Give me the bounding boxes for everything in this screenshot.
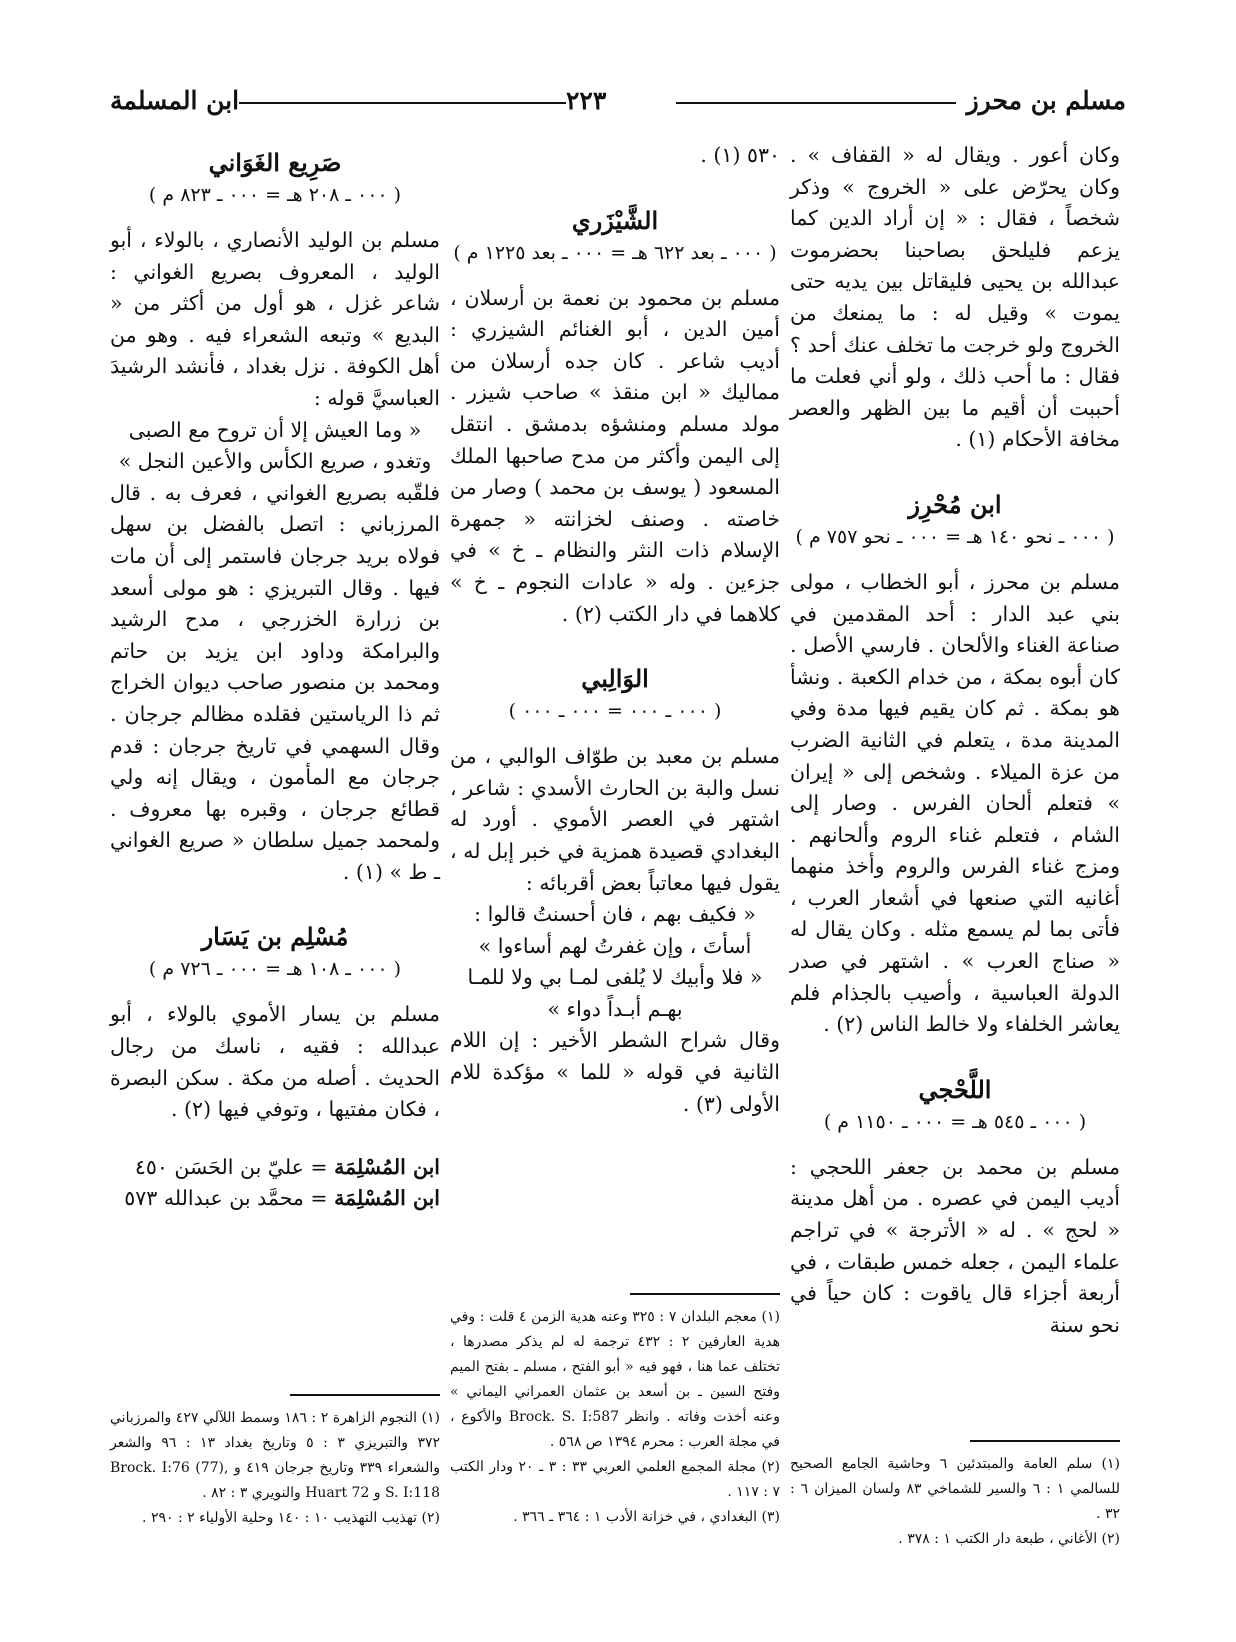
entry-body: مسلم بن يسار الأموي بالولاء ، أبو عبدالله : فقيه ، ناسك من رجال الحديث . أصله من مكة . سكن البصرة ، فكان مفتيها ، وتوفي فيها (٢) . bbox=[110, 1002, 440, 1122]
footnote-rule bbox=[970, 1440, 1120, 1442]
entry-dates: ( ٠٠٠ ـ ٥٤٥ هـ = ٠٠٠ ـ ١١٥٠ م ) bbox=[823, 1110, 1087, 1133]
entry-body-cont: فلقّبه بصريع الغواني ، فعرف به . قال المرزباني : اتصل بالفضل بن سهل فولاه بريد جرجان فاستمر إلى أن مات فيها . وقال التبريزي : هو مولى أسعد بن زرارة الخزرجي ، مدح الرشيد والبرامكة وداود ابن يزيد بن حاتم ومحمد بن منصور صاحب ديوان الخراج ثم ذا الرياستين فقلده مظالم جرجان . وقال السهمي في تاريخ جرجان : قدم جرجان مع المأمون ، ويقال إنه ولي قطائع جرجان ، وقبره بها معروف . ولمحمد جميل سلطان « صريع الغواني ـ ط » (١) . bbox=[110, 480, 440, 884]
entry-title: اللَّحْجي bbox=[918, 1074, 992, 1104]
verse-line: « فكيف بهم ، فان أحسنتُ قالوا : أسأتَ ، وإن غفرتُ لهم أساءوا » bbox=[474, 902, 756, 958]
entry-body: مسلم بن محرز ، أبو الخطاب ، مولى بني عبد الدار : أحد المقدمين في صناعة الغناء والألحان . فارسي الأصل . كان أبوه بمكة ، من خدام الكعبة . ونشأ هو بمكة . ثم كان يقيم فيها مدة وفي المدينة مدة ، يتعلم في الثانية الضرب من عزة الميلاء . وشخص إلى « إيران » فتعلم ألحان الفرس . وصار إلى الشام ، فتعلم غناء الروم وألحانهم . ومزج غناء الفرس والروم وأخذ منهما أغانيه التي صنعها في أشعار العرب ، فأتى بما لم يسمع مثله . وكان يقال له « صناج العرب » . اشتهر في صدر الدولة العباسية ، وأصيب بالجذام فلم يعاشر الخلفاء ولا خالط الناس (٢) . bbox=[790, 569, 1120, 1037]
cross-reference bbox=[110, 1183, 440, 1215]
footnote: (٢) الأغاني ، طبعة دار الكتب ١ : ٣٧٨ . bbox=[898, 1531, 1120, 1547]
footnote: (٢) مجلة المجمع العلمي العربي ٣٣ : ٣ ـ ٢٠ ودار الكتب ٧ : ١١٧ . bbox=[450, 1459, 780, 1500]
entry-body-cont: وقال شراح الشطر الأخير : إن اللام الثانية في قوله « للما » مؤكدة للام الأولى (٣) . bbox=[450, 1028, 780, 1116]
entry-body: مسلم بن الوليد الأنصاري ، بالولاء ، أبو الوليد ، المعروف بصريع الغواني : شاعر غزل ، هو أول من أكثر من « البديع » وتبعه الشعراء فيه . وهو من أهل الكوفة . نزل بغداد ، فأنشد الرشيدَ العباسيَّ قوله : bbox=[110, 228, 440, 410]
entry-title: ابن مُحْرِز bbox=[908, 489, 1002, 519]
cross-reference bbox=[110, 1152, 440, 1184]
entry-dates: ( ٠٠٠ ـ ٢٠٨ هـ = ٠٠٠ ـ ٨٢٣ م ) bbox=[148, 184, 402, 206]
entry-body: مسلم بن محمود بن نعمة بن أرسلان ، أمين الدين ، أبو الغنائم الشيزري : أديب شاعر . كان جده أرسلان من مماليك « ابن منقذ » صاحب شيزر . مولد مسلم ومنشؤه بدمشق . انتقل إلى اليمن وأكثر من مدح صاحبها الملك المسعود ( يوسف بن محمد ) وصار من خاصته . وصنف لخزانته « جمهرة الإسلام ذات النثر والنظام ـ خ » في جزءين . وله « عادات النجوم ـ خ » كلاهما في دار الكتب (٢) . bbox=[450, 285, 780, 626]
header-entry-left: ابن المسلمة bbox=[110, 84, 239, 118]
footnotes-right bbox=[790, 1452, 1120, 1552]
entry-dates: ( ٠٠٠ ـ ١٠٨ هـ = ٠٠٠ ـ ٧٢٦ م ) bbox=[148, 958, 402, 981]
footnote: (٢) تهذيب التهذيب ١٠ : ١٤٠ وحلية الأولياء ٢ : ٢٩٠ . bbox=[142, 1510, 440, 1526]
xref-name: ابن المُسْلِمَة bbox=[334, 1154, 440, 1179]
column-right bbox=[790, 140, 1120, 1341]
xref-target: = محمَّد بن عبدالله ٥٧٣ bbox=[124, 1186, 328, 1211]
verse-line: « فلا وأبيك لا يُلفى لمـا بي ولا للمـا بهـم أبـداً دواء » bbox=[467, 965, 763, 1021]
footnote-rule bbox=[630, 1293, 780, 1295]
entry-title: صَرِيع الغَوَاني bbox=[208, 148, 342, 177]
xref-name: ابن المُسْلِمَة bbox=[334, 1186, 440, 1211]
column-left bbox=[110, 140, 440, 1215]
entry-title: مُسْلِم بن يَسَار bbox=[201, 922, 349, 952]
header-rule-left bbox=[200, 102, 570, 104]
xref-target: = عليّ بن الحَسَن ٤٥٠ bbox=[134, 1154, 328, 1179]
entry-body: مسلم بن محمد بن جعفر اللحجي : أديب اليمن في عصره . من أهل مدينة « لحج » . له « الأترجة » في تراجم علماء اليمن ، جعله خمس طبقات ، في أربعة أجزاء قال ياقوت : كان حياً في نحو سنة bbox=[790, 1154, 1120, 1337]
page-number: ٢٢٣ bbox=[566, 84, 606, 118]
header-entry-right: مسلم بن محرز bbox=[967, 84, 1126, 118]
entry-body: مسلم بن معبد بن طوّاف الوالبي ، من نسل والبة بن الحارث الأسدي : شاعر ، اشتهر في العصر الأموي . أورد له البغدادي قصيدة همزية في خبر إبل له ، يقول فيها معاتباً بعض أقربائه : bbox=[450, 744, 780, 895]
continuation-text: ٥٣٠ (١) . bbox=[700, 143, 780, 167]
entry-title: الشَّيْزَري bbox=[571, 205, 659, 235]
verse-line: « وما العيش إلا أن تروح مع الصبى وتغدو ، صريع الكأس والأعين النجل » bbox=[118, 417, 432, 474]
entry-title: الوَالِبي bbox=[581, 664, 649, 694]
footnote: (١) معجم البلدان ٧ : ٣٢٥ وعنه هدية الزمن ٤ قلت : وفي هدية العارفين ٢ : ٤٣٢ ترجمة له لم يذكر مصدرها ، تختلف عما هنا ، فهو فيه « أبو الفتح ، مسلم ـ بفتح الميم وفتح السين ـ بن أسعد بن عثمان العمراني اليماني » وعنه أخذت وفاته . وانظر Brock. S. I:587 والأكوع ، في مجلة العرب : محرم ١٣٩٤ ص ٥٦٨ . bbox=[450, 1309, 781, 1450]
continuation-text: وكان أعور . ويقال له « القفاف » . وكان يحرّض على « الخروج » وذكر شخصاً ، فقال : « إن أراد الدين كما يزعم فليلحق بصاحبنا بحضرموت عبدالله بن يحيى فليقاتل بين يديه حتى يموت » وقيل له : ما يمنعك من الخروج ولو خرجت ما تخلف عنك أحد ؟ فقال : ما أحب ذلك ، ولو أني فعلت ما أحببت أن أقيم ما بين الظهر والعصر مخافة الأحكام (١) . bbox=[790, 143, 1120, 452]
footnotes-middle bbox=[450, 1305, 780, 1530]
header-rule-right bbox=[676, 102, 956, 104]
footnote-rule bbox=[290, 1394, 440, 1396]
column-middle bbox=[450, 140, 780, 1120]
footnote: (١) سلم العامة والمبتدئين ٦ وحاشية الجامع الصحيح للسالمي ١ : ٦ والسير للشماخي ٨٣ ولسان الميزان ٦ : ٣٢ . bbox=[790, 1456, 1120, 1522]
footnotes-left bbox=[110, 1406, 440, 1531]
footnote: (١) النجوم الزاهرة ٢ : ١٨٦ وسمط اللآلي ٤٢٧ والمرزباني ٣٧٢ والتبريزي ٣ : ٥ وتاريخ بغداد ١٣ : ٩٦ والشعر والشعراء ٣٣٩ وتاريخ جرجان ٤١٩ و Brock. I:76 (77), S. I:118 و Huart 72 والنويري ٣ : ٨٢ . bbox=[110, 1410, 440, 1501]
entry-dates: ( ٠٠٠ ـ ٠٠٠ = ٠٠٠ ـ ٠٠٠ ) bbox=[508, 700, 722, 723]
entry-dates: ( ٠٠٠ ـ نحو ١٤٠ هـ = ٠٠٠ ـ نحو ٧٥٧ م ) bbox=[795, 525, 1115, 548]
entry-dates: ( ٠٠٠ ـ بعد ٦٢٢ هـ = ٠٠٠ ـ بعد ١٢٢٥ م ) bbox=[453, 241, 777, 264]
running-header bbox=[110, 82, 1126, 122]
footnote: (٣) البغدادي ، في خزانة الأدب ١ : ٣٦٤ ـ ٣٦٦ . bbox=[513, 1509, 780, 1525]
